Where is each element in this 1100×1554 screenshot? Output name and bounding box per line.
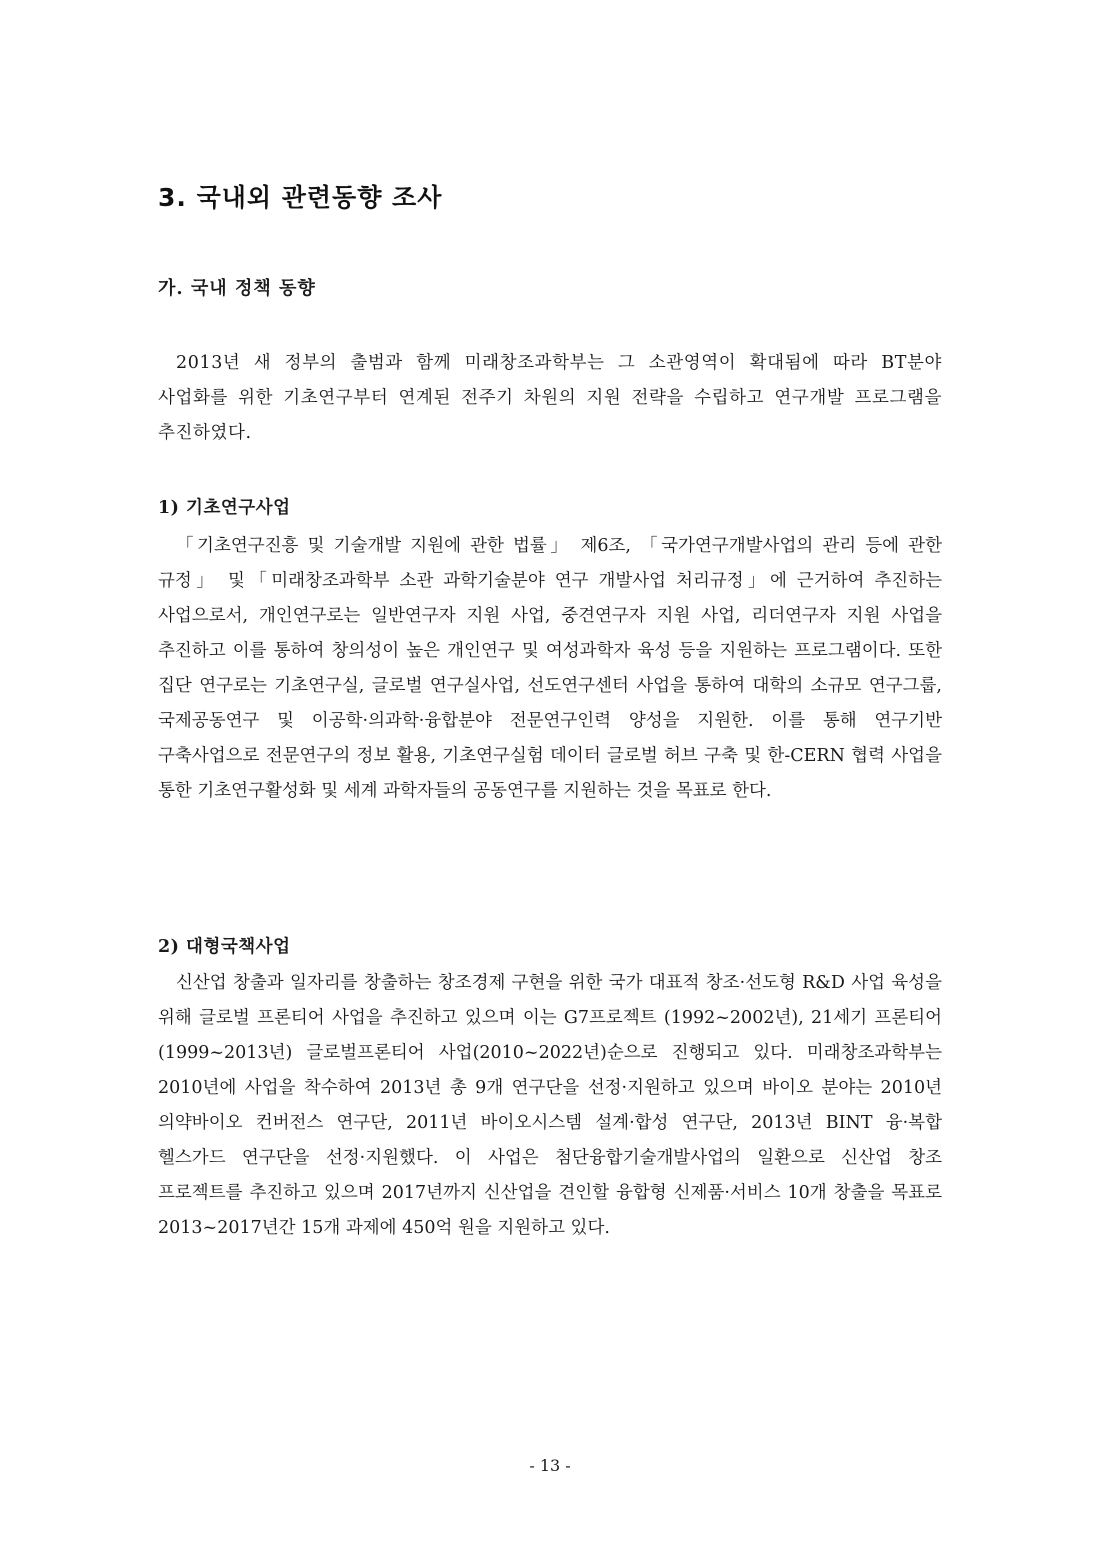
item-body-basic-research: 「기초연구진흥 및 기술개발 지원에 관한 법률」 제6조, 「국가연구개발사업의 관리 등에 관한 규정」 및「미래창조과학부 소관 과학기술분야 연구 개발사업 처리규정」에 근거하여 추진하는 사업으로서, 개인연구로는 일반연구자 지원 사업, 중견연구자 지원 사업, 리더연구자 지원 사업을 추진하고 이를 통하여 창의성이 높은 개인연구 및 여성과학자 육성 등을 지원하는 프로그램이다. 또한 집단 연구로는 기초연구실, 글로벌 연구실사업, 선도연구센터 사업을 통하여 대학의 소규모 연구그룹, 국제공동연구 및 이공학·의과학·융합분야 전문연구인력 양성을 지원한. 이를 통해 연구기반 구축사업으로 전문연구의 정보 활용, 기초연구실험 데이터 글로벌 허브 구축 및 한-CERN 협력 사업을 통한 기초연구활성화 및 세계 과학자들의 공동연구를 지원하는 것을 목표로 한다. bbox=[158, 536, 942, 801]
item-body-national-projects: 신산업 창출과 일자리를 창출하는 창조경제 구현을 위한 국가 대표적 창조·선도형 R&D 사업 육성을 위해 글로벌 프론티어 사업을 추진하고 있으며 이는 G7프로젝트 (1992~2002년), 21세기 프론티어(1999~2013년) 글로벌프론티어 사업(2010~2022년)순으로 진행되고 있다. 미래창조과학부는 2010년에 사업을 착수하여 2013년 총 9개 연구단을 선정·지원하고 있으며 바이오 분야는 2010년 의약바이오 컨버전스 연구단, 2011년 바이오시스템 설계·합성 연구단, 2013년 BINT 융·복합 헬스가드 연구단을 선정·지원했다. 이 사업은 첨단융합기술개발사업의 일환으로 신산업 창조 프로젝트를 추진하고 있으며 2017년까지 신산업을 견인할 융합형 신제품·서비스 10개 창출을 목표로 2013~2017년간 15개 과제에 450억 원을 지원하고 있다. bbox=[158, 973, 942, 1238]
page-number: - 13 - bbox=[529, 1456, 571, 1475]
item-heading-basic-research: 1) 기초연구사업 bbox=[158, 498, 291, 518]
intro-paragraph: 2013년 새 정부의 출범과 함께 미래창조과학부는 그 소관영역이 확대됨에 따라 BT분야 사업화를 위한 기초연구부터 연계된 전주기 차원의 지원 전략을 수립하고 연구개발 프로그램을 추진하였다. bbox=[158, 353, 942, 443]
item-heading-national-projects: 2) 대형국책사업 bbox=[158, 937, 291, 957]
subsection-title: 가. 국내 정책 동향 bbox=[158, 278, 316, 299]
section-title: 3. 국내외 관련동향 조사 bbox=[158, 183, 443, 212]
